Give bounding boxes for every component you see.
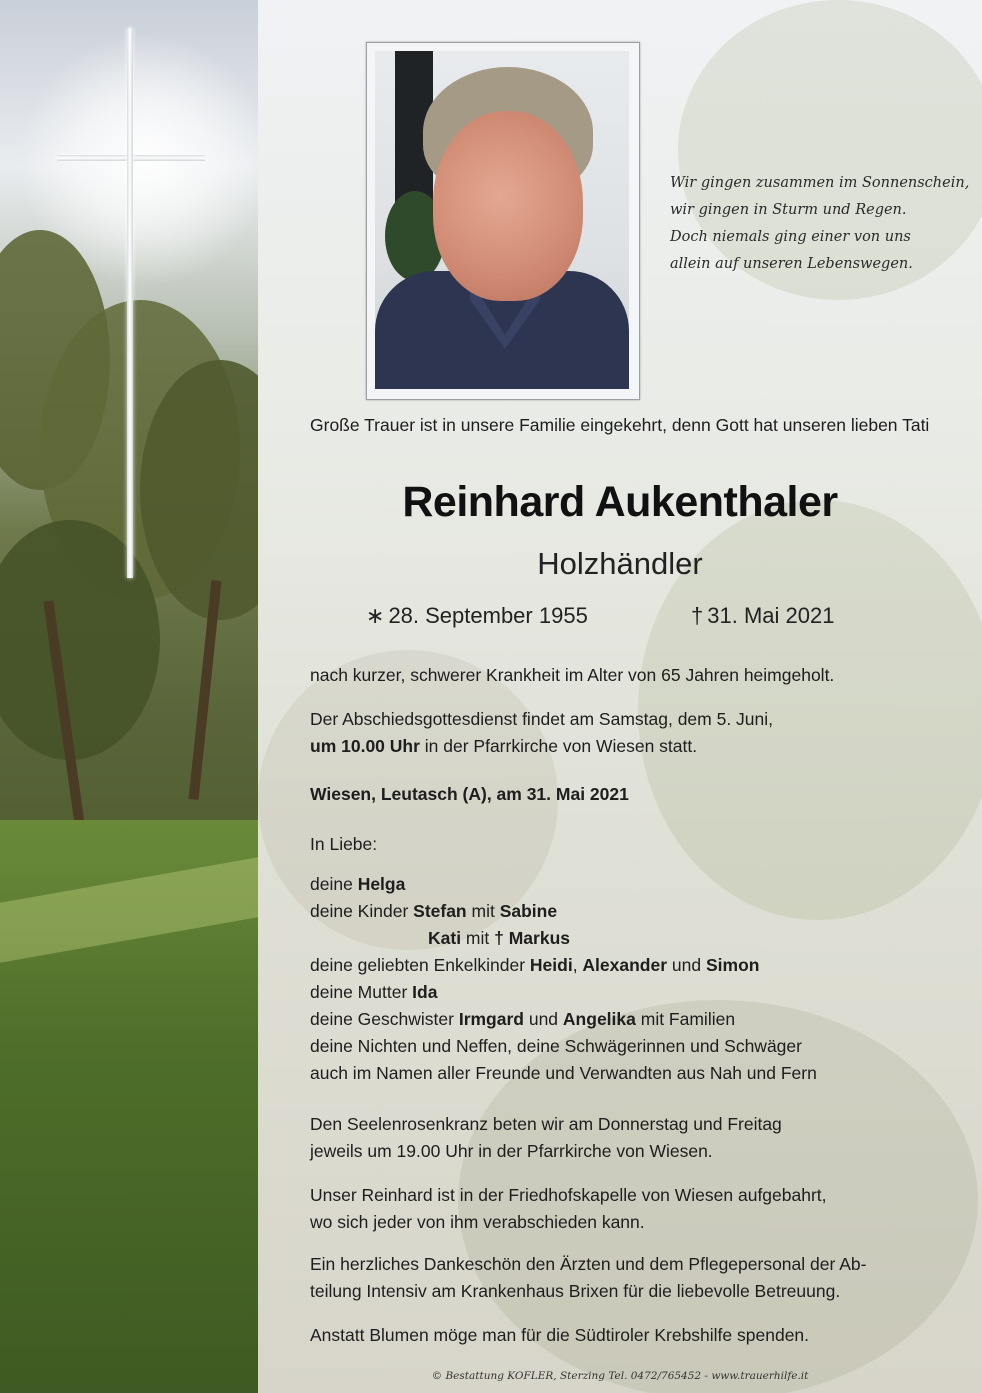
mourner-line: deine Helga <box>310 874 406 894</box>
mourner-line: deine Geschwister Irmgard und Angelika mit Familien <box>310 1009 736 1029</box>
in-love-text: In Liebe: <box>310 834 378 854</box>
place-date <box>310 781 960 808</box>
place-date-text: Wiesen, Leutasch (A), am 31. Mai 2021 <box>310 784 629 804</box>
passed-line: nach kurzer, schwerer Krankheit im Alter von 65 Jahren heimgeholt. <box>310 665 835 685</box>
profession: Holzhändler <box>537 546 703 581</box>
birth-star-icon: ∗ <box>366 603 385 628</box>
rosary-line: Den Seelenrosenkranz beten wir am Donnerstag und Freitag <box>310 1114 782 1134</box>
mourner-line: deine Mutter Ida <box>310 982 438 1002</box>
thanks-line: teilung Intensiv am Krankenhaus Brixen für die liebevolle Betreuung. <box>310 1281 841 1301</box>
in-love-label <box>310 831 960 858</box>
poem-line: Doch niemals ging einer von uns <box>670 229 911 245</box>
portrait-photo <box>375 51 629 389</box>
intro-text: Große Trauer ist in unsere Familie eingekehrt, denn Gott hat unseren lieben Tati <box>310 415 930 435</box>
donation-text <box>310 1322 960 1349</box>
footer-credit: © Bestattung KOFLER, Sterzing Tel. 0472/765452 - www.trauerhilfe.it <box>431 1370 809 1382</box>
poem-line: wir gingen in Sturm und Regen. <box>670 202 907 218</box>
birth-date-text: 28. September 1955 <box>388 603 588 628</box>
thanks-line: Ein herzliches Dankeschön den Ärzten und dem Pflegepersonal der Ab- <box>310 1254 867 1274</box>
laid-out-line: Unser Reinhard ist in der Friedhofskapelle von Wiesen aufgebahrt, <box>310 1185 827 1205</box>
service-rest: in der Pfarrkirche von Wiesen statt. <box>419 736 698 756</box>
cross-icon <box>127 28 133 578</box>
mourner-line: deine geliebten Enkelkinder Heidi, Alexander und Simon <box>310 955 760 975</box>
mourner-line: deine Kinder Stefan mit Sabine <box>310 901 558 921</box>
laid-out-info <box>310 1182 960 1236</box>
deceased-name: Reinhard Aukenthaler <box>402 478 838 526</box>
service-line: Der Abschiedsgottesdienst findet am Samstag, dem 5. Juni, <box>310 709 774 729</box>
service-info <box>310 706 960 760</box>
service-line <box>310 733 960 760</box>
death-date-text: 31. Mai 2021 <box>707 603 835 628</box>
portrait-frame <box>366 42 640 400</box>
mourners-list <box>310 871 960 1087</box>
mourner-line: deine Nichten und Neffen, deine Schwägerinnen und Schwäger <box>310 1036 802 1056</box>
poem-line: Wir gingen zusammen im Sonnenschein, <box>670 175 970 191</box>
mourner-line: Kati mit † Markus <box>428 928 570 948</box>
service-time: um 10.00 Uhr <box>310 736 420 756</box>
thanks-text <box>310 1251 960 1305</box>
mourner-line: auch im Namen aller Freunde und Verwandten aus Nah und Fern <box>310 1063 817 1083</box>
poem <box>670 170 970 278</box>
rosary-info <box>310 1111 960 1165</box>
side-photo-olive-trees <box>0 0 258 1393</box>
poem-line: allein auf unseren Lebenswegen. <box>670 256 913 272</box>
birth-date <box>366 603 588 629</box>
passed-text <box>310 662 960 689</box>
death-dagger-icon: † <box>691 603 704 628</box>
donation-line: Anstatt Blumen möge man für die Südtiroler Krebshilfe spenden. <box>310 1325 810 1345</box>
death-date <box>691 603 834 629</box>
rosary-line: jeweils um 19.00 Uhr in der Pfarrkirche von Wiesen. <box>310 1141 713 1161</box>
laid-out-line: wo sich jeder von ihm verabschieden kann. <box>310 1212 645 1232</box>
